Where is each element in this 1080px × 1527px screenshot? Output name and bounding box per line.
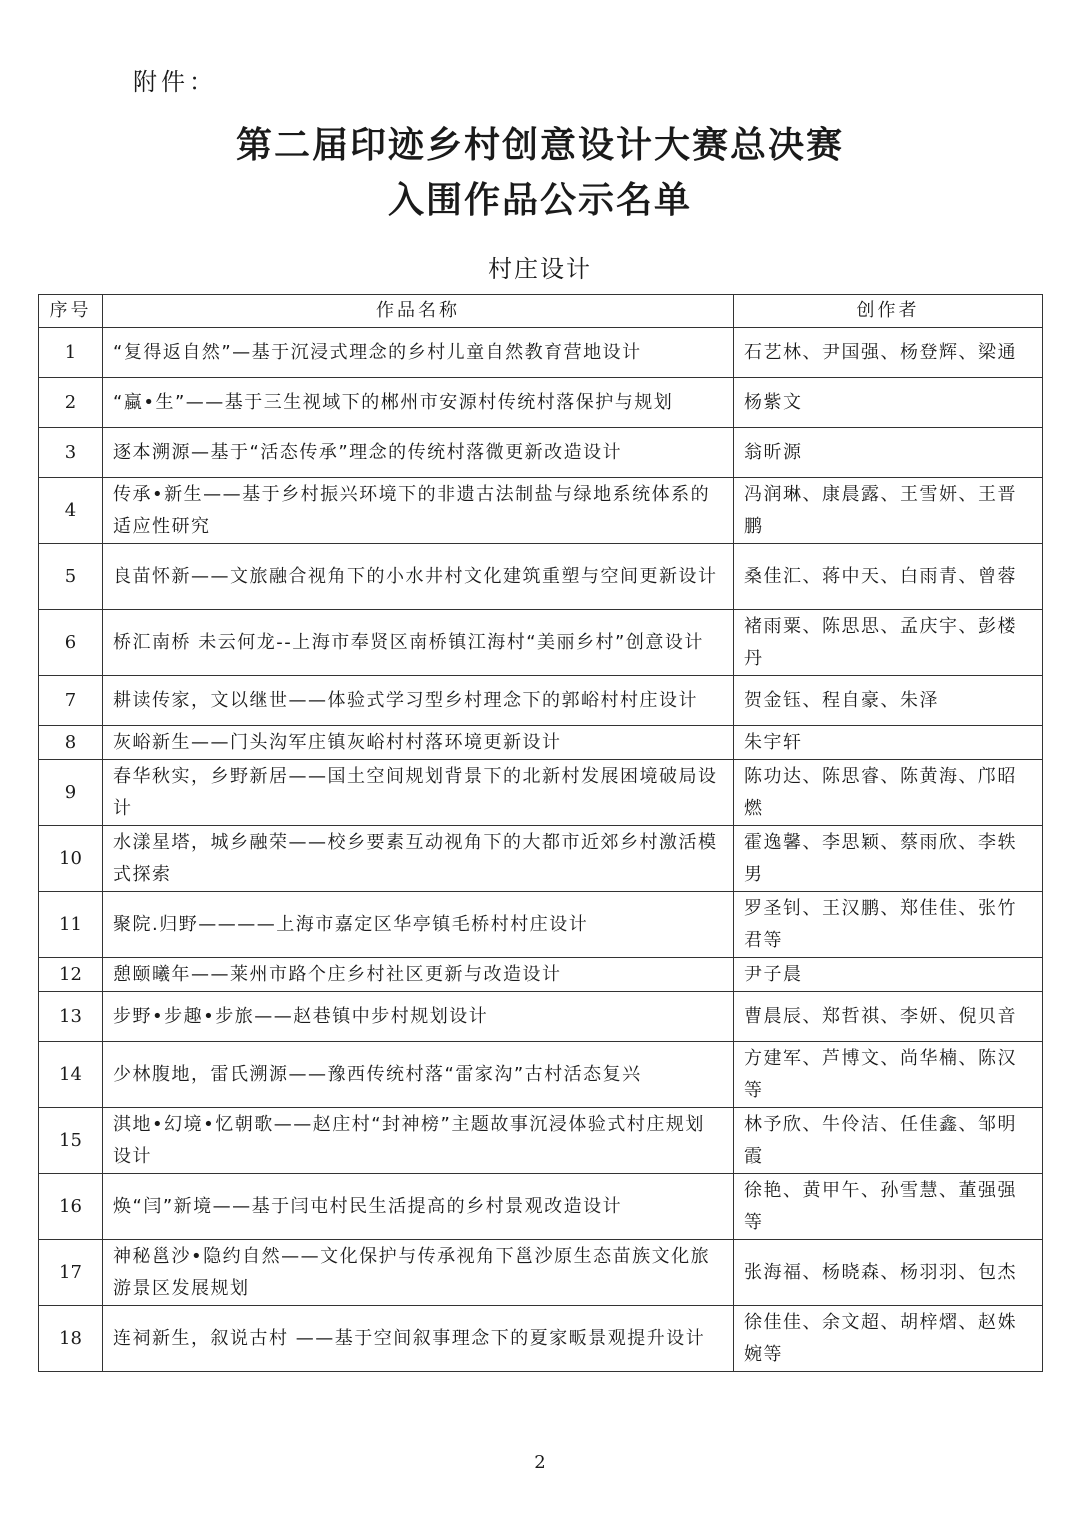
work-authors: 贺金钰、程自豪、朱泽 [734, 676, 1043, 726]
table-row [39, 1240, 1043, 1306]
work-title: 淇地•幻境•忆朝歌——赵庄村“封神榜”主题故事沉浸体验式村庄规划设计 [103, 1108, 734, 1174]
work-title: 逐本溯源—基于“活态传承”理念的传统村落微更新改造设计 [103, 428, 734, 478]
work-authors: 石艺林、尹国强、杨登辉、梁通 [734, 328, 1043, 378]
finalists-table [38, 294, 1043, 1372]
row-number: 18 [39, 1306, 103, 1372]
row-number: 5 [39, 544, 103, 610]
table-row [39, 726, 1043, 760]
table-row [39, 992, 1043, 1042]
table-row [39, 1108, 1043, 1174]
row-number: 2 [39, 378, 103, 428]
work-title: 连祠新生，叙说古村 ——基于空间叙事理念下的夏家畈景观提升设计 [103, 1306, 734, 1372]
work-title: “复得返自然”—基于沉浸式理念的乡村儿童自然教育营地设计 [103, 328, 734, 378]
work-title: 憩颐曦年——莱州市路个庄乡村社区更新与改造设计 [103, 958, 734, 992]
row-number: 1 [39, 328, 103, 378]
row-number: 16 [39, 1174, 103, 1240]
table-row [39, 892, 1043, 958]
work-authors: 冯润琳、康晨露、王雪妍、王晋鹏 [734, 478, 1043, 544]
row-number: 4 [39, 478, 103, 544]
work-title: 焕“闫”新境——基于闫屯村民生活提高的乡村景观改造设计 [103, 1174, 734, 1240]
work-authors: 曹晨辰、郑哲祺、李妍、倪贝音 [734, 992, 1043, 1042]
work-authors: 陈功达、陈思睿、陈黄海、邝昭燃 [734, 760, 1043, 826]
document-title-line1: 第二届印迹乡村创意设计大赛总决赛 [235, 125, 844, 166]
row-number: 11 [39, 892, 103, 958]
row-number: 13 [39, 992, 103, 1042]
table-row [39, 760, 1043, 826]
row-number: 9 [39, 760, 103, 826]
table-row [39, 544, 1043, 610]
table-row [39, 328, 1043, 378]
table-row [39, 676, 1043, 726]
work-authors: 方建军、芦博文、尚华楠、陈汉等 [734, 1042, 1043, 1108]
page-number: 2 [534, 1452, 546, 1473]
work-title: 神秘邕沙•隐约自然——文化保护与传承视角下邕沙原生态苗族文化旅游景区发展规划 [103, 1240, 734, 1306]
attachment-label: 附件： [133, 68, 217, 96]
work-authors: 霍逸馨、李思颖、蔡雨欣、李轶男 [734, 826, 1043, 892]
work-title: 春华秋实，乡野新居——国土空间规划背景下的北新村发展困境破局设计 [103, 760, 734, 826]
work-authors: 罗圣钊、王汉鹏、郑佳佳、张竹君等 [734, 892, 1043, 958]
table-row [39, 1306, 1043, 1372]
row-number: 12 [39, 958, 103, 992]
work-authors: 杨紫文 [734, 378, 1043, 428]
work-title: 灰峪新生——门头沟军庄镇灰峪村村落环境更新设计 [103, 726, 734, 760]
work-authors: 翁昕源 [734, 428, 1043, 478]
row-number: 7 [39, 676, 103, 726]
row-number: 17 [39, 1240, 103, 1306]
column-header-title: 作品名称 [103, 295, 734, 328]
work-title: 聚院.归野————上海市嘉定区华亭镇毛桥村村庄设计 [103, 892, 734, 958]
column-header-number: 序号 [39, 295, 103, 328]
work-title: “蠃•生”——基于三生视域下的郴州市安源村传统村落保护与规划 [103, 378, 734, 428]
work-authors: 桑佳汇、蒋中天、白雨青、曾蓉 [734, 544, 1043, 610]
work-authors: 徐艳、黄甲午、孙雪慧、董强强等 [734, 1174, 1043, 1240]
work-authors: 朱宇轩 [734, 726, 1043, 760]
work-title: 水漾星塔，城乡融荣——校乡要素互动视角下的大都市近郊乡村激活模式探索 [103, 826, 734, 892]
work-title: 良苗怀新——文旅融合视角下的小水井村文化建筑重塑与空间更新设计 [103, 544, 734, 610]
table-row [39, 610, 1043, 676]
section-heading: 村庄设计 [488, 255, 592, 283]
table-row [39, 378, 1043, 428]
work-title: 传承•新生——基于乡村振兴环境下的非遗古法制盐与绿地系统体系的适应性研究 [103, 478, 734, 544]
table-row [39, 478, 1043, 544]
work-authors: 林予欣、牛伶洁、任佳鑫、邹明霞 [734, 1108, 1043, 1174]
work-authors: 褚雨粟、陈思思、孟庆宇、彭楼丹 [734, 610, 1043, 676]
table-row [39, 428, 1043, 478]
document-title-line2: 入围作品公示名单 [387, 180, 692, 221]
work-title: 少林腹地，雷氏溯源——豫西传统村落“雷家沟”古村活态复兴 [103, 1042, 734, 1108]
row-number: 3 [39, 428, 103, 478]
table-row [39, 958, 1043, 992]
row-number: 8 [39, 726, 103, 760]
work-title: 步野•步趣•步旅——赵巷镇中步村规划设计 [103, 992, 734, 1042]
table-row [39, 1174, 1043, 1240]
work-authors: 张海福、杨晓森、杨羽羽、包杰 [734, 1240, 1043, 1306]
row-number: 10 [39, 826, 103, 892]
work-authors: 徐佳佳、余文超、胡梓熠、赵姝婉等 [734, 1306, 1043, 1372]
row-number: 6 [39, 610, 103, 676]
work-authors: 尹子晨 [734, 958, 1043, 992]
column-header-authors: 创作者 [734, 295, 1043, 328]
table-header-row [39, 295, 1043, 328]
table-row [39, 1042, 1043, 1108]
row-number: 15 [39, 1108, 103, 1174]
row-number: 14 [39, 1042, 103, 1108]
work-title: 桥汇南桥 未云何龙--上海市奉贤区南桥镇江海村“美丽乡村”创意设计 [103, 610, 734, 676]
table-row [39, 826, 1043, 892]
work-title: 耕读传家，文以继世——体验式学习型乡村理念下的郭峪村村庄设计 [103, 676, 734, 726]
